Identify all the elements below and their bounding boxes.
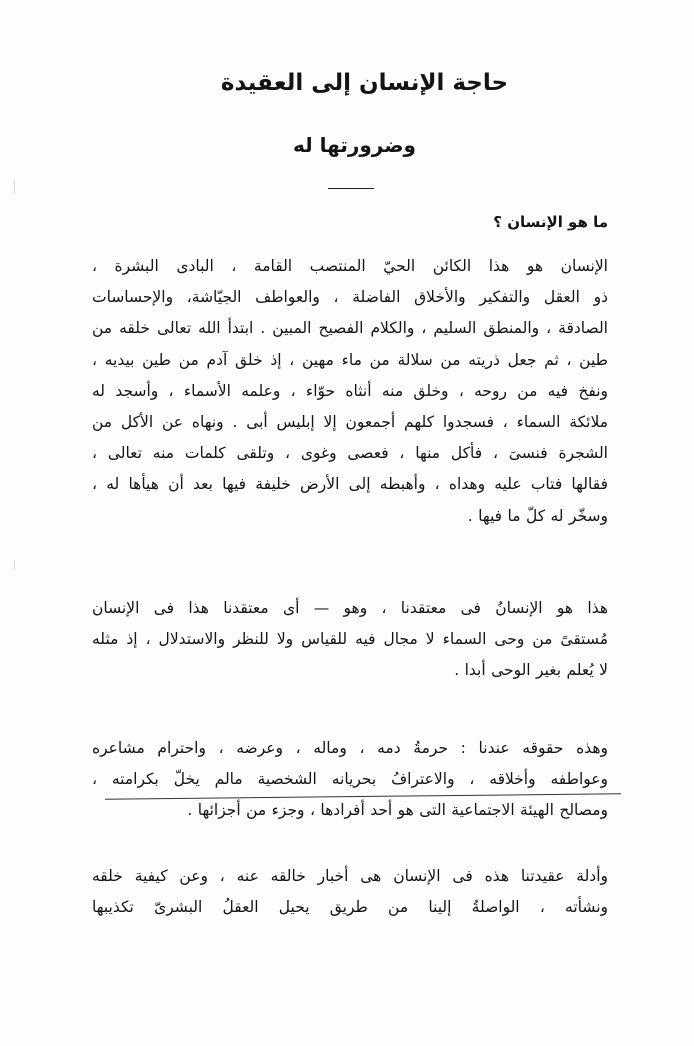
text-line: مُستقىً من وحى السماء لا مجال فيه للقياس ولا للنظر والاستدلال ، إذ مثله [92, 630, 608, 649]
text-line: وأدلة عقيدتنا هذه فى الإنسان هى أخبار خالقه عنه ، وعن كيفية خلقه [92, 867, 608, 885]
paragraph-4 [92, 861, 608, 923]
text-line: الإنسان هو هذا الكائن الحيّ المنتصب القامة ، البادى البشرة ، [92, 257, 608, 275]
text-line: لا يُعلم بغير الوحى أبدا . [454, 661, 608, 680]
text-line: ومصالح الهيئة الاجتماعية التى هو أحد أفرادها ، وجزء من أجزائها . [187, 801, 608, 820]
scan-mark [14, 560, 15, 570]
text-line: ذو العقل والتفكير والأخلاق الفاضلة ، والعواطف الجيّاشة، والإحساسات [92, 288, 608, 307]
text-line: ونفخ فيه من روحه ، وخلق منه أنثاه حوّاء ، وعلمه الأسماء ، وأسجد له [92, 381, 608, 400]
text-line: الصادقة ، والمنطق السليم ، والكلام الفصيح المبين . ابتدأ الله تعالى خلقه من [92, 319, 608, 338]
page-subtitle: وضرورتها له [293, 133, 416, 157]
section-heading: ما هو الإنسان ؟ [493, 213, 608, 231]
scan-mark [14, 180, 15, 194]
paragraph-2 [92, 593, 608, 687]
paragraph-1 [92, 251, 608, 532]
page-title: حاجة الإنسان إلى العقيدة [220, 70, 509, 96]
text-line: هذا هو الإنسانُ فى معتقدنا ، وهو — أى معتقدنا هذا فى الإنسان [92, 599, 608, 617]
text-line: وسخّر له كلّ ما فيها . [467, 506, 608, 525]
paragraph-3 [92, 733, 608, 827]
text-line: الشجرة فنسىَ ، فأكل منها ، فعصى وغوى ، وتلقى كلمات منه تعالى ، [92, 444, 608, 463]
text-line: ونشأته ، الواصلةُ إلينا من طريق يحيل العقلُ البشرىّ تكذيبها [92, 898, 608, 917]
text-line: ملائكة السماء ، فسجدوا كلهم أجمعون إلا إبليس أبى . ونهاه عن الأكل من [92, 412, 608, 431]
title-divider [328, 188, 374, 189]
text-line: وهذه حقوقه عندنا : حرمةُ دمه ، وماله ، وعرضه ، واحترام مشاعره [92, 739, 608, 757]
text-line: فقالها فتاب عليه وهداه ، وأهبطه إلى الأرض خليفة فيها بعد أن هيأها له ، [92, 475, 608, 494]
text-line: طين ، ثم جعل ذريته من سلالة من ماء مهين ، إذ خلق آدم من طين بيديه ، [92, 350, 608, 369]
scan-edge-marks [14, 0, 15, 1046]
text-line: وعواطفه وأخلاقه ، والاعترافُ بحريانه الشخصية مالم يخلّ بكرامته ، [92, 770, 608, 789]
